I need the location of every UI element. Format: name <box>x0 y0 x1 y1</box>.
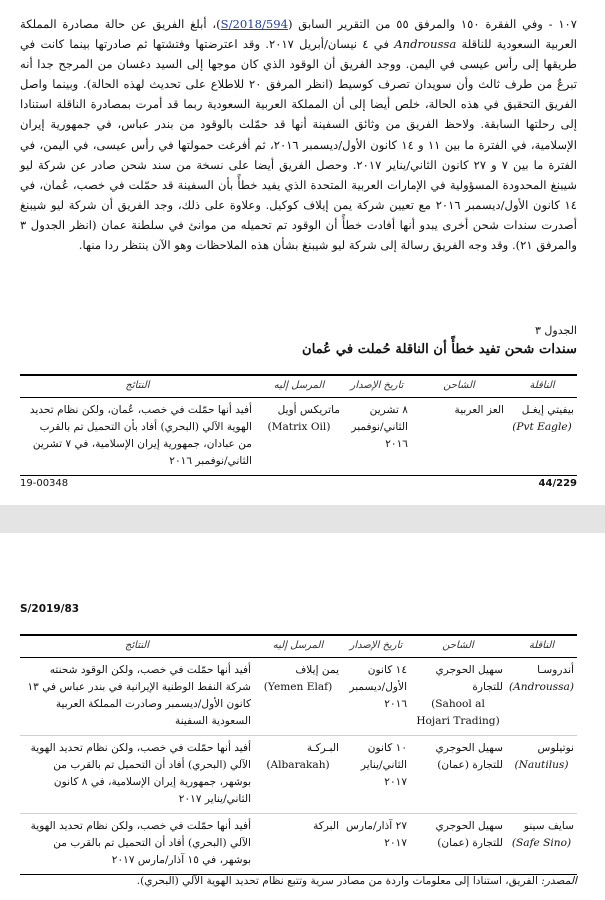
document-page-2 <box>0 533 605 900</box>
cell-shipper: العز العربية <box>411 398 507 476</box>
cell-findings: أفيد أنها حمّلت في خصب، ولكن الوقود شحنته شركة النفط الوطنية الإيرانية في بندر عباس في ١٣ كانون الأول/ديسمبر وصادرت المملكة العربية السعودية السفينة <box>20 658 254 736</box>
bills-of-lading-table <box>20 374 577 476</box>
table-header-row <box>20 635 577 658</box>
page-number: 44/229 <box>538 478 577 489</box>
cell-findings: أفيد أنها حمّلت في خصب، ولكن نظام تحديد الهوية الآلي (البحري) أفاد أن التحميل تم بالقرب من بوشهر، في ١٥ آذار/مارس ٢٠١٧ <box>20 814 254 875</box>
report-reference-link[interactable]: S/2018/594 <box>220 17 289 31</box>
cell-vessel: سايف سينو (Safe Sino) <box>506 814 577 875</box>
cell-date: ١٠ كانون الثاني/يناير ٢٠١٧ <box>342 736 410 814</box>
cell-shipper: سهيل الحوجري للتجارة (Sahool al Hojari Trading) <box>410 658 506 736</box>
table-source-note: المصدر: الفريق، استنادا إلى معلومات واردة من مصادر سرية وتتبع نظام تحديد الهوية الآلي (البحري). <box>136 875 577 887</box>
cell-vessel: بيفيتي إيغـل (Pvt Eagle) <box>507 398 577 476</box>
cell-date: ٢٧ آذار/مارس ٢٠١٧ <box>342 814 410 875</box>
page-separator <box>0 505 605 533</box>
header-consignee: المرسل إليه <box>254 635 342 658</box>
paragraph-107: ١٠٧ - وفي الفقرة ١٥٠ والمرفق ٥٥ من التقرير السابق (S/2018/594)، أبلغ الفريق عن حالة مصادرة المملكة العربية السعودية للناقلة Androussa في ٤ نيسان/أبريل ٢٠١٧. وقد اعترضتها وفتشتها ثم صادرتها بينما كانت في طريقها إلى رأس عيسى في اليمن. ووجد الفريق أن الوقود الذي كان موجها إلى السيد دغسان من المرجح جدا أنه تبرعٌ من طرف ثالث وأن سويدان تصرف كوسيط (انظر المرفق ٢٠ للاطلاع على تحديث لهذه الحالة). وبينما واصل الفريق التحقيق في هذه الحالة، خلص أيضا إلى أن المملكة العربية السعودية ربما قد أمرت بمصادرة الناقلة استنادا إلى رحلتها السابقة. ولاحظ الفريق من وثائق السفينة أنها قد حمّلت بالوقود من بندر عباس، في جمهورية إيران الإسلامية، في الفترة ما بين ١١ و ١٤ كانون الأول/ديسمبر ٢٠١٦، ثم أفرغت حمولتها في رأس عيسى، في اليمن، في الفترة ما بين ٧ و ٢٧ كانون الثاني/يناير ٢٠١٧. وحصل الفريق أيضا على نسخة من سند شحن صادر عن شركة ليو شيبنغ المحدودة المسؤولية في الإمارات العربية المتحدة الذي يفيد خطأً بأن السفينة قد حمّلت في خصب، عُمان، في ١٤ كانون الأول/ديسمبر ٢٠١٦ مع تعيين شركة يمن إيلاف كوكيل. وعلاوة على ذلك، وجد الفريق أن شركة ليو شيبنغ أصدرت سندات شحن أخرى يبدو أنها أفادت خطأً أن الوقود تم تحميله من موانئ في سلطنة عمان (انظر الجدول ٣ والمرفق ٢١). وقد وجه الفريق رسالة إلى شركة ليو شيبنغ بشأن هذه الملاحظات وهو الآن ينتظر ردا منها. <box>20 17 578 253</box>
table-row <box>20 814 577 875</box>
table-row <box>20 658 577 736</box>
header-findings: النتائج <box>20 635 254 658</box>
header-shipper: الشاحن <box>411 375 507 398</box>
header-vessel: الناقلة <box>507 375 577 398</box>
cell-findings: أفيد أنها حمّلت في خصب، ولكن نظام تحديد الهوية الآلي (البحري) أفاد أن التحميل تم بالقرب من بوشهر، جمهورية إيران الإسلامية، في ٨ كانون الثاني/يناير ٢٠١٧ <box>20 736 254 814</box>
cell-findings: أفيد أنها حمّلت في خصب، عُمان، ولكن نظام تحديد الهوية الآلي (البحري) أفاد بأن التحميل تم بالقرب من عبادان، جمهورية إيران الإسلامية، في ٧ تشرين الثاني/نوفمبر ٢٠١٦ <box>20 398 255 476</box>
document-header: S/2019/83 <box>20 603 80 615</box>
table-row <box>20 398 577 476</box>
cell-date: ١٤ كانون الأول/ديسمبر ٢٠١٦ <box>342 658 410 736</box>
cell-consignee: البركة <box>254 814 342 875</box>
cell-vessel: نوتيلوس (Nautilus) <box>506 736 577 814</box>
cell-consignee: البـركـة (Albarakah) <box>254 736 342 814</box>
table-label: الجدول ٣ <box>534 324 577 337</box>
table-row <box>20 736 577 814</box>
header-shipper: الشاحن <box>410 635 506 658</box>
header-vessel: الناقلة <box>506 635 577 658</box>
header-issue-date: تاريخ الإصدار <box>342 635 410 658</box>
bills-of-lading-table-continued <box>20 634 577 875</box>
table-header-row <box>20 375 577 398</box>
header-issue-date: تاريخ الإصدار <box>343 375 411 398</box>
cell-vessel: أندروسـا (Androussa) <box>506 658 577 736</box>
cell-consignee: يمن إيلاف (Yemen Elaf) <box>254 658 342 736</box>
vessel-name: Androussa <box>394 37 457 52</box>
table-title: سندات شحن تفيد خطأً أن الناقلة حُملت في عُمان <box>302 342 577 357</box>
cell-consignee: ماتريكس أويل (Matrix Oil) <box>255 398 343 476</box>
cell-date: ٨ تشرين الثاني/نوفمبر ٢٠١٦ <box>343 398 411 476</box>
cell-shipper: سهيل الحوجري للتجارة (عمان) <box>410 736 506 814</box>
header-consignee: المرسل إليه <box>255 375 343 398</box>
header-findings: النتائج <box>20 375 255 398</box>
cell-shipper: سهيل الحوجري للتجارة (عمان) <box>410 814 506 875</box>
document-symbol: 19-00348 <box>20 478 69 489</box>
